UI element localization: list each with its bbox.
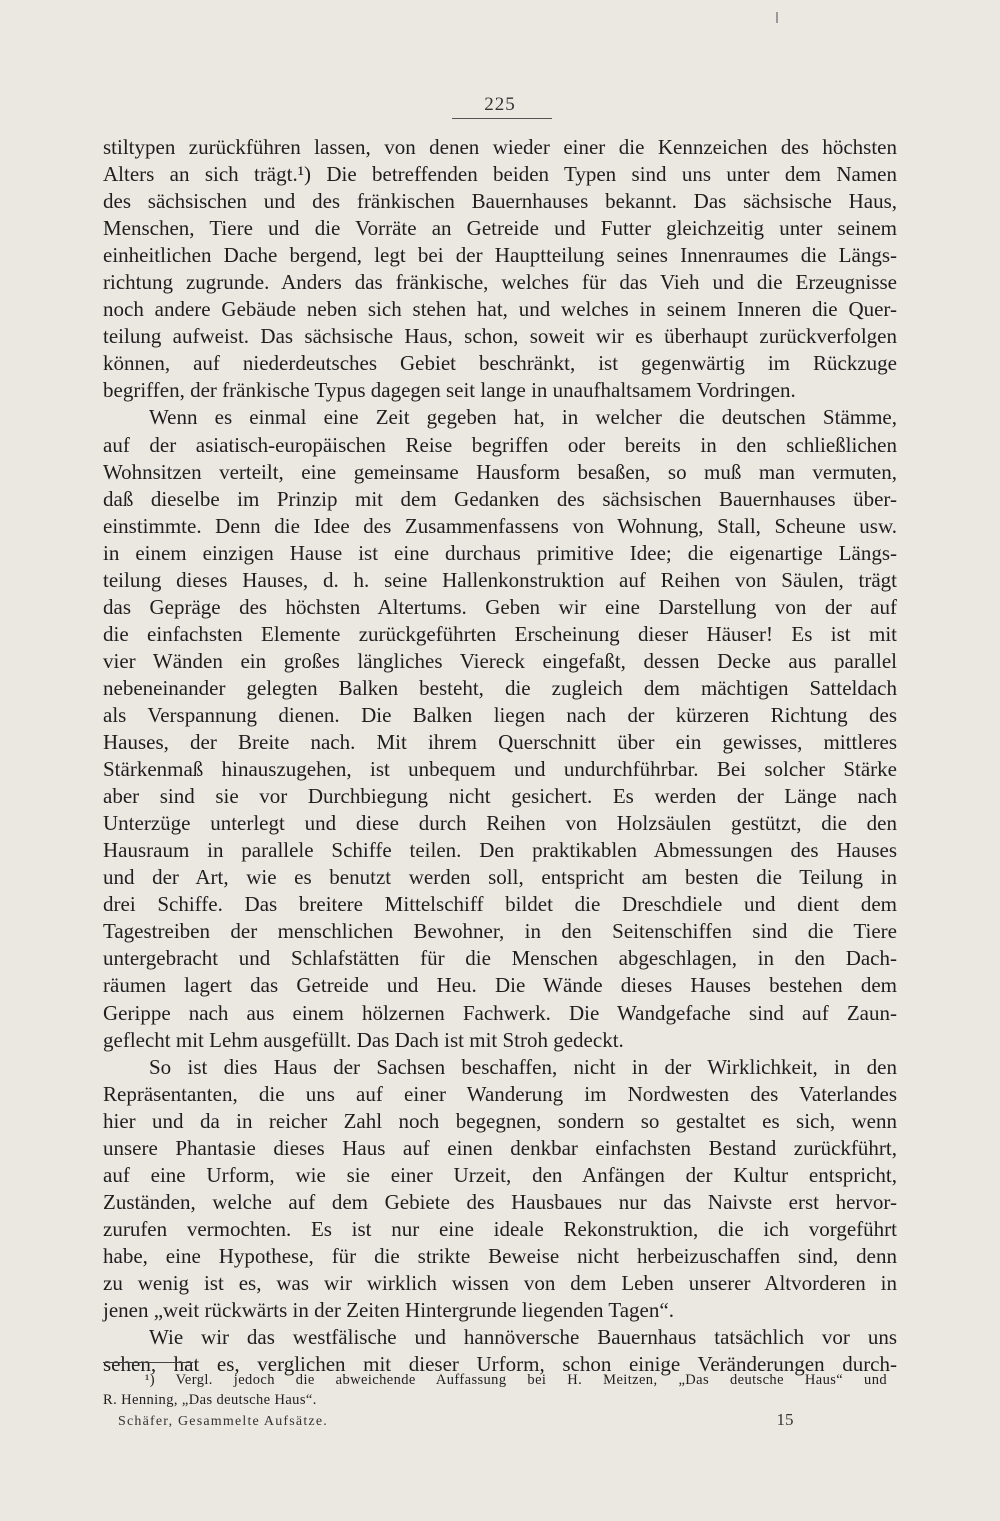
text-line: noch andere Gebäude neben sich stehen hat, und welches in seinem Inneren die Quer-	[103, 297, 897, 322]
text-line: drei Schiffe. Das breitere Mittelschiff bildet die Dreschdiele und dient dem	[103, 892, 897, 917]
text-line: einstimmte. Denn die Idee des Zusammenfassens von Wohnung, Stall, Scheune usw.	[103, 513, 897, 538]
signature-number: 15	[776, 1410, 794, 1429]
text-line: hier und da in reicher Zahl noch begegnen, sondern so gestaltet es sich, wenn	[103, 1108, 897, 1133]
text-line: als Verspannung dienen. Die Balken liegen nach der kürzeren Richtung des	[103, 702, 897, 727]
text-line: vier Wänden ein großes längliches Viereck eingefaßt, dessen Decke aus parallel	[103, 648, 897, 673]
text-line: auf der asiatisch-europäischen Reise begriffen oder bereits in den schließlichen	[103, 432, 897, 457]
signature-line: Schäfer, Gesammelte Aufsätze.	[118, 1414, 328, 1429]
text-line: aber sind sie vor Durchbiegung nicht gesichert. Es werden der Länge nach	[103, 784, 897, 809]
text-line: So ist dies Haus der Sachsen beschaffen, nicht in der Wirklichkeit, in den	[149, 1054, 897, 1079]
text-line: Stärkenmaß hinauszugehen, ist unbequem und undurchführbar. Bei solcher Stärke	[103, 757, 897, 782]
text-line: sehen, hat es, verglichen mit dieser Urform, schon einige Veränderungen durch-	[103, 1352, 897, 1377]
text-line: zurufen vermochten. Es ist nur eine ideale Rekonstruktion, die ich vorgeführt	[103, 1216, 897, 1241]
text-line: unsere Phantasie dieses Haus auf einen denkbar einfachsten Bestand zurückführt,	[103, 1135, 897, 1160]
text-line: räumen lagert das Getreide und Heu. Die Wände dieses Hauses bestehen dem	[103, 973, 897, 998]
text-line: daß dieselbe im Prinzip mit dem Gedanken des sächsischen Bauernhauses über-	[103, 486, 897, 511]
text-line: des sächsischen und des fränkischen Bauernhauses bekannt. Das sächsische Haus,	[103, 189, 897, 214]
text-line: jenen „weit rückwärts in der Zeiten Hintergrunde liegenden Tagen“.	[103, 1298, 674, 1323]
text-line: teilung aufweist. Das sächsische Haus, schon, soweit wir es überhaupt zurückverfolgen	[103, 324, 897, 349]
text-line: in einem einzigen Hause ist eine durchaus primitive Idee; die eigenartige Längs-	[103, 540, 897, 565]
text-line: Alters an sich trägt.¹) Die betreffenden beiden Typen sind uns unter dem Namen	[103, 162, 897, 187]
text-line: können, auf niederdeutsches Gebiet beschränkt, ist gegenwärtig im Rückzuge	[103, 351, 897, 376]
text-line: Unterzüge unterlegt und diese durch Reihen von Holzsäulen gestützt, die den	[103, 811, 897, 836]
text-line: Menschen, Tiere und die Vorräte an Getreide und Futter gleichzeitig unter seinem	[103, 216, 897, 241]
footnote-rule	[103, 1362, 193, 1363]
text-line: einheitlichen Dache bergend, legt bei der Hauptteilung seines Innenraumes die Längs-	[103, 243, 897, 268]
text-line: Gerippe nach aus einem hölzernen Fachwerk. Die Wandgefache sind auf Zaun-	[103, 1000, 897, 1025]
text-line: Wenn es einmal eine Zeit gegeben hat, in welcher die deutschen Stämme,	[149, 405, 897, 430]
text-line: habe, eine Hypothese, für die strikte Beweise nicht herbeizuschaffen sind, denn	[103, 1243, 897, 1268]
text-line: teilung dieses Hauses, d. h. seine Hallenkonstruktion auf Reihen von Säulen, trägt	[103, 567, 897, 592]
page-number: 225	[484, 94, 516, 115]
text-line: richtung zugrunde. Anders das fränkische, welches für das Vieh und die Erzeugnisse	[103, 270, 897, 295]
text-line: auf eine Urform, wie sie einer Urzeit, den Anfängen der Kultur entspricht,	[103, 1162, 897, 1187]
text-line: und der Art, wie es benutzt werden soll, entspricht am besten die Teilung in	[103, 865, 897, 890]
text-line: geflecht mit Lehm ausgefüllt. Das Dach ist mit Stroh gedeckt.	[103, 1027, 624, 1052]
text-line: Repräsentanten, die uns auf einer Wanderung im Nordwesten des Vaterlandes	[103, 1081, 897, 1106]
text-line: Wohnsitzen verteilt, eine gemeinsame Hausform besaßen, so muß man vermuten,	[103, 459, 897, 484]
text-line: die einfachsten Elemente zurückgeführten Erscheinung dieser Häuser! Es ist mit	[103, 621, 897, 646]
footnote-line: R. Henning, „Das deutsche Haus“.	[103, 1392, 317, 1408]
text-line: Hausraum in parallele Schiffe teilen. Den praktikablen Abmessungen des Hauses	[103, 838, 897, 863]
text-line: Zuständen, welche auf dem Gebiete des Hausbaues nur das Naivste erst hervor-	[103, 1189, 897, 1214]
text-line: Tagestreiben der menschlichen Bewohner, in den Seitenschiffen sind die Tiere	[103, 919, 897, 944]
page-number-rule	[452, 118, 552, 119]
text-line: stiltypen zurückführen lassen, von denen wieder einer die Kennzeichen des höchsten	[103, 135, 897, 159]
text-line: nebeneinander gelegten Balken besteht, die zugleich dem mächtigen Satteldach	[103, 675, 897, 700]
text-line: zu wenig ist es, was wir wirklich wissen von dem Leben unserer Altvorderen in	[103, 1270, 897, 1295]
text-line: das Gepräge des höchsten Altertums. Geben wir eine Darstellung von der auf	[103, 594, 897, 619]
margin-mark	[776, 12, 778, 23]
text-line: untergebracht und Schlafstätten für die Menschen abgeschlagen, in den Dach-	[103, 946, 897, 971]
footnote	[103, 1370, 887, 1410]
text-line: Hauses, der Breite nach. Mit ihrem Querschnitt über ein gewisses, mittleres	[103, 730, 897, 755]
footnote-line: ¹) Vergl. jedoch die abweichende Auffassung bei H. Meitzen, „Das deutsche Haus“ und	[145, 1372, 887, 1388]
text-line: begriffen, der fränkische Typus dagegen seit lange in unaufhaltsamem Vordringen.	[103, 378, 796, 403]
text-line: Wie wir das westfälische und hannöversche Bauernhaus tatsächlich vor uns	[149, 1325, 897, 1350]
main-text	[103, 134, 897, 1378]
